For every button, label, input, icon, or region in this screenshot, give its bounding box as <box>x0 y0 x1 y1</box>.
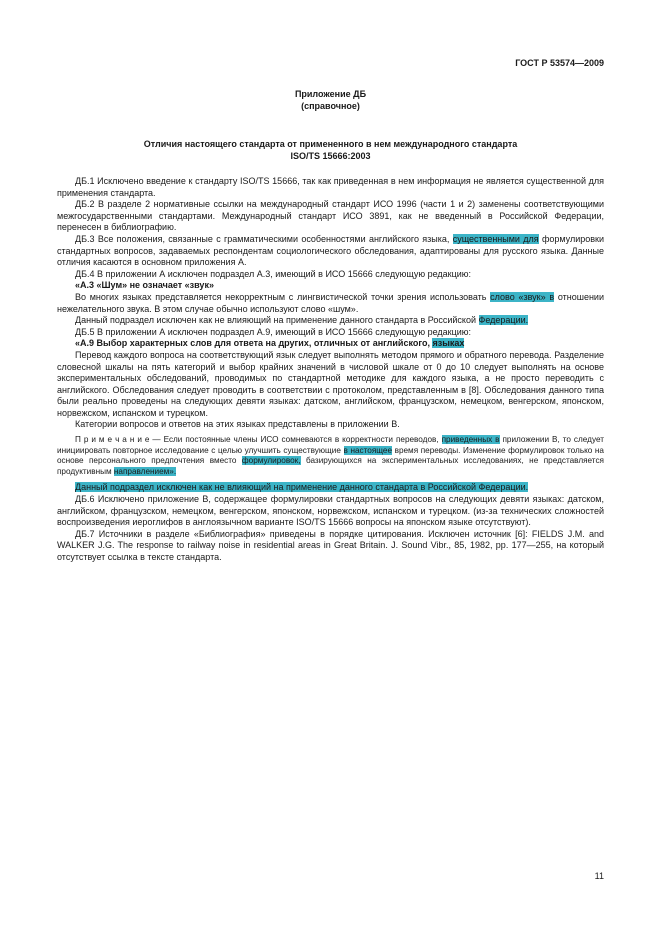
paragraph-db7 <box>57 529 604 564</box>
highlighted-text-run: в настоящее <box>343 445 393 455</box>
paragraph-a3-body <box>57 292 604 315</box>
text-run: ДБ.6 Исключено приложение В, содержащее формулировки стандартных вопросов на следующих девяти языках: датском, английском, французском, немецком, венгерском, японском, норвежском, испанском и турецком. (из-за технических сложностей воспроизведения иероглифов в англоязычном варианте ISO/TS 15666 вопросы на японском языке отсутствуют). <box>57 494 604 528</box>
document-body <box>57 176 604 564</box>
paragraph-a9-categories <box>57 419 604 431</box>
text-run: Данный подраздел исключен как не влияющий на применение данного стандарта в Российской <box>75 315 479 326</box>
text-run: ДБ.1 Исключено введение к стандарту ISO/TS 15666, так как приведенная в нем информация не является существенной для применения стандарта. <box>57 176 604 198</box>
highlighted-text-run: существенными для <box>452 233 539 244</box>
highlighted-text-run: приведенных в <box>441 435 500 445</box>
standard-reference: ГОСТ Р 53574—2009 <box>515 58 604 68</box>
text-run: ДБ.3 Все положения, связанные с грамматическими особенностями английского языка, <box>75 233 453 244</box>
text-run: «А.9 Выбор характерных слов для ответа на других, отличных от английского, <box>75 338 433 349</box>
text-run: приложении В, то следует инициировать повторное исследование с целью улучшить существующие <box>57 435 604 455</box>
paragraph-db5 <box>57 327 604 339</box>
highlighted-text-run: слово «звук» в <box>490 291 555 302</box>
text-run: Перевод каждого вопроса на соответствующий язык следует выполнять методом прямого и обратного перевода. Разделение словесной шкалы на пять категорий и выбор крайних значений в числовой шкале от 0 до 10 следует выполнять на основе экспериментальных обследований, проводимых по стандартной методике для каждого языка, а не просто переводить с английского. Обследования следует проводить в соответствии с протоколом, представленным в [8]. Обследования данного типа были реально проведены на следующих девяти языках: датском, английском, французском, немецком, венгерском, японском, норвежском, испанском и турецком. <box>57 349 604 418</box>
paragraph-a9-heading <box>57 338 604 350</box>
text-run: П р и м е ч а н и е — Если постоянные члены ИСО сомневаются в корректности переводов, <box>75 435 442 445</box>
paragraph-a9-body <box>57 350 604 420</box>
section-title-line2: ISO/TS 15666:2003 <box>290 150 371 161</box>
section-title <box>57 139 604 162</box>
text-run: Во многих языках представляется некорректным с лингвистической точки зрения использовать <box>75 291 491 302</box>
text-run: Категории вопросов и ответов на этих языках представлены в приложении В. <box>75 419 400 430</box>
paragraph-db1 <box>57 176 604 199</box>
highlighted-text-run: языках <box>432 338 465 349</box>
text-run: формулировки стандартных вопросов, задаваемых респондентам социологического обследования, адаптированы для русского языка. Данные отличия касаются в основном приложения А. <box>57 233 604 268</box>
text-run: ДБ.5 В приложении А исключен подраздел А.9, имеющий в ИСО 15666 следующую редакцию: <box>75 326 472 337</box>
section-title-line1: Отличия настоящего стандарта от примененного в нем международного стандарта <box>143 139 518 149</box>
paragraph-db6 <box>57 494 604 529</box>
text-run: ДБ.4 В приложении А исключен подраздел А.3, имеющий в ИСО 15666 следующую редакцию: <box>75 268 472 279</box>
highlighted-text-run: направлением». <box>113 466 177 476</box>
highlighted-text-run: Федерации. <box>478 315 529 326</box>
page-number: 11 <box>594 871 604 881</box>
text-run: базирующихся на экспериментальных исследованиях, не представляется продуктивным <box>57 456 604 476</box>
text-run: время переводы. Изменение формулировок только на основе персонального предпочтения вместо <box>57 445 604 466</box>
text-run: ДБ.7 Источники в разделе «Библиография» приведены в порядке цитирования. Исключен источник [6]: FIELDS J.M. and WALKER J.G. The response to railway noise in residential areas in Great Britain. J. Sound Vibr., 85, 1982, pp. 177—255, на который отсутствует ссылка в тексте стандарта. <box>57 528 604 562</box>
paragraph-a3-conclusion <box>57 315 604 327</box>
paragraph-a3-heading <box>57 280 604 292</box>
text-run: ДБ.2 В разделе 2 нормативные ссылки на международный стандарт ИСО 1996 (части 1 и 2) заменены соответствующими межгосударственными стандартами. Международный стандарт ИСО 3891, как не введенный в Российской Федерации, перенесен в библиографию. <box>57 199 604 233</box>
paragraph-db4 <box>57 269 604 281</box>
paragraph-db3 <box>57 234 604 269</box>
paragraph-db2 <box>57 199 604 234</box>
highlighted-text-run: Данный подраздел исключен как не влияющий на применение данного стандарта в Российской Федерации. <box>75 482 529 493</box>
text-run: «А.3 «Шум» не означает «звук» <box>75 280 214 291</box>
appendix-kind: (справочное) <box>301 100 360 111</box>
highlighted-text-run: формулировок, <box>241 456 301 466</box>
paragraph-a9-conclusion <box>57 482 604 494</box>
paragraph-note <box>57 435 604 477</box>
text-run: отношении нежелательного звука. В этом случае обычно используют слово «шум». <box>57 291 604 314</box>
appendix-label: Приложение ДБ <box>294 89 367 99</box>
